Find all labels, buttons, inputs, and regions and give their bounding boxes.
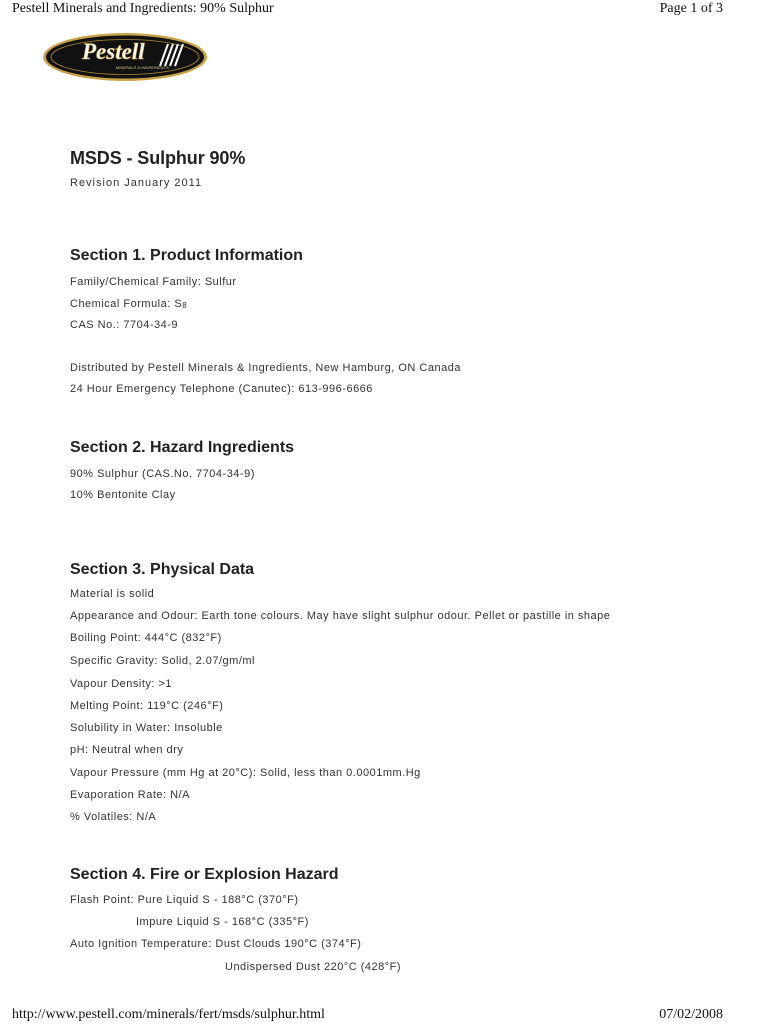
section-physical-data xyxy=(70,561,720,823)
physical-data-line: Solubility in Water: Insoluble xyxy=(70,722,223,734)
section-heading: Section 1. Product Information xyxy=(70,247,303,264)
section-heading: Section 4. Fire or Explosion Hazard xyxy=(70,866,339,883)
flash-point-pure: Flash Point: Pure Liquid S - 188°C (370°F) xyxy=(70,894,299,906)
physical-data-line: pH: Neutral when dry xyxy=(70,744,184,756)
svg-text:MINERALS & INGREDIENTS: MINERALS & INGREDIENTS xyxy=(116,65,169,70)
emergency-telephone: 24 Hour Emergency Telephone (Canutec): 613-996-6666 xyxy=(70,383,373,395)
physical-data-line: Specific Gravity: Solid, 2.07/gm/ml xyxy=(70,655,256,667)
physical-data-line: Material is solid xyxy=(70,588,155,600)
flash-point-impure: Impure Liquid S - 168°C (335°F) xyxy=(136,916,309,928)
svg-text:Pestell: Pestell xyxy=(82,39,145,64)
auto-ignition-undispersed: Undispersed Dust 220°C (428°F) xyxy=(225,961,402,973)
chemical-formula-subscript: 8 xyxy=(182,301,188,310)
ingredient-line: 10% Bentonite Clay xyxy=(70,489,176,501)
chemical-formula-label: Chemical Formula: S xyxy=(70,298,183,310)
physical-data-line: Appearance and Odour: Earth tone colours. May have slight sulphur odour. Pellet or pastille in shape xyxy=(70,610,611,622)
print-header xyxy=(12,1,723,17)
cas-number: CAS No.: 7704-34-9 xyxy=(70,319,179,331)
section-heading: Section 3. Physical Data xyxy=(70,561,255,578)
distributor: Distributed by Pestell Minerals & Ingredients, New Hamburg, ON Canada xyxy=(70,362,461,374)
section-product-information xyxy=(70,247,720,395)
source-url: http://www.pestell.com/minerals/fert/msds/sulphur.html xyxy=(12,1007,325,1022)
section-heading: Section 2. Hazard Ingredients xyxy=(70,439,295,456)
revision-date: Revision January 2011 xyxy=(70,177,203,189)
pestell-logo xyxy=(42,32,208,82)
section-hazard-ingredients xyxy=(70,439,720,501)
physical-data-line: % Volatiles: N/A xyxy=(70,811,157,823)
physical-data-line: Vapour Pressure (mm Hg at 20°C): Solid, less than 0.0001mm.Hg xyxy=(70,767,421,779)
print-header-title: Pestell Minerals and Ingredients: 90% Sulphur xyxy=(12,1,274,16)
section-fire-explosion-hazard xyxy=(70,866,720,973)
ingredient-line: 90% Sulphur (CAS.No. 7704-34-9) xyxy=(70,468,255,480)
chemical-formula xyxy=(70,298,187,310)
physical-data-line: Vapour Density: >1 xyxy=(70,678,173,690)
physical-data-line: Melting Point: 119°C (246°F) xyxy=(70,700,224,712)
print-date: 07/02/2008 xyxy=(659,1007,723,1022)
document-title: MSDS - Sulphur 90% xyxy=(70,148,246,168)
page-number: Page 1 of 3 xyxy=(659,1,723,16)
print-footer xyxy=(12,1007,723,1023)
physical-data-line: Evaporation Rate: N/A xyxy=(70,789,190,801)
auto-ignition-dust-clouds: Auto Ignition Temperature: Dust Clouds 190°C (374°F) xyxy=(70,938,362,950)
physical-data-line: Boiling Point: 444°C (832°F) xyxy=(70,632,222,644)
chemical-family: Family/Chemical Family: Sulfur xyxy=(70,276,237,288)
